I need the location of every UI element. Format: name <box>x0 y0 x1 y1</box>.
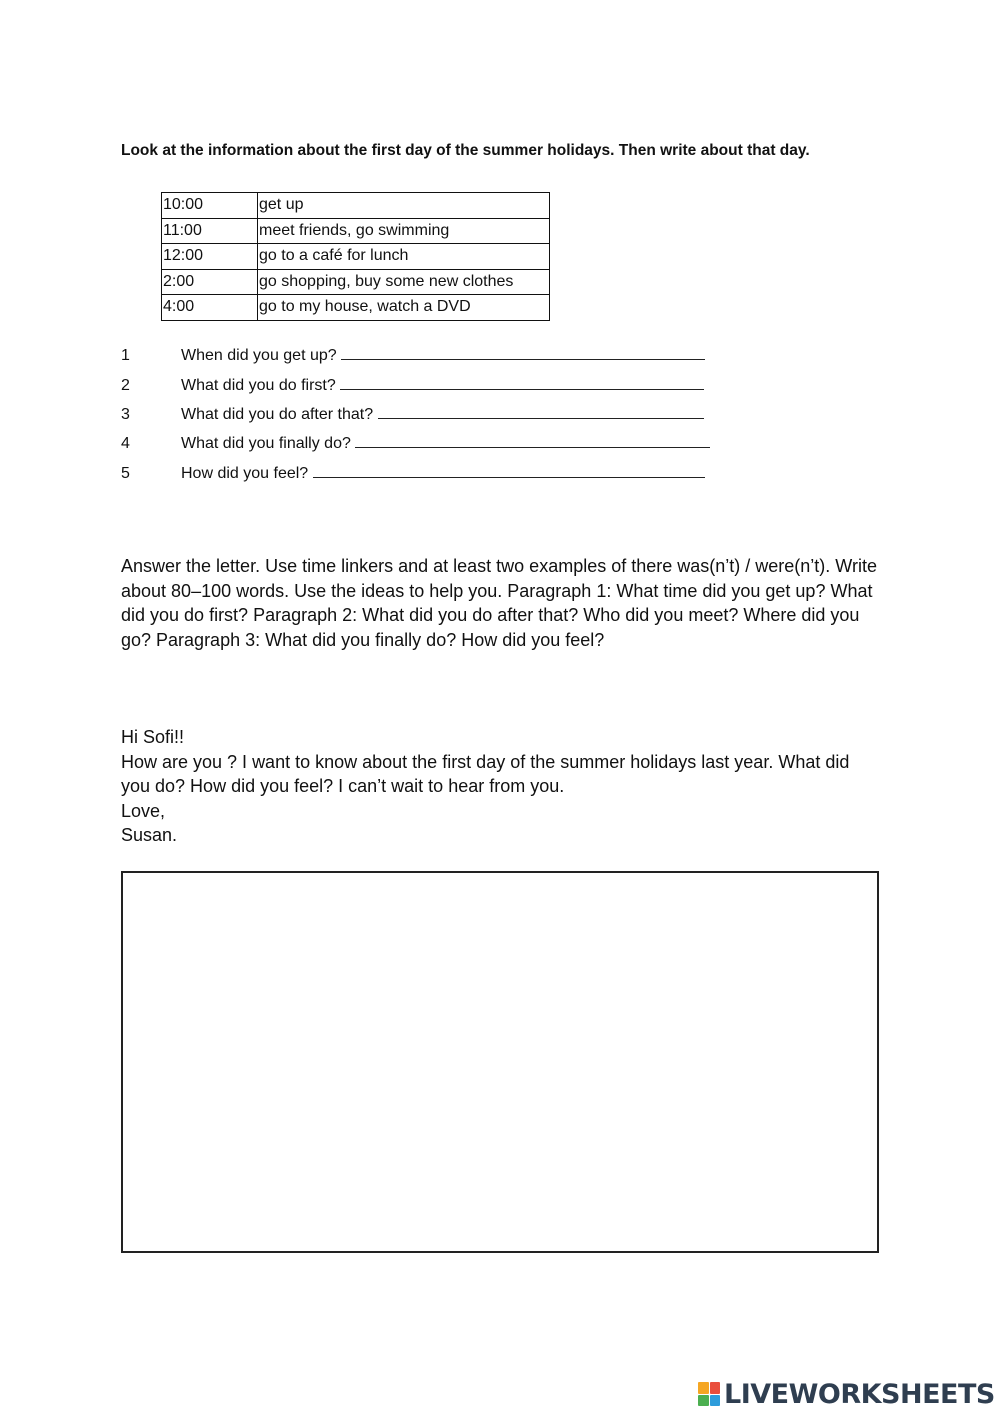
schedule-time: 11:00 <box>162 218 258 244</box>
letter-instructions: Answer the letter. Use time linkers and at least two examples of there was(n’t) / were(n’t). Write about 80–100 words. Use the ideas to help you. Paragraph 1: What time did you get up? What did you do first? Paragraph 2: What did you do after that? Who did you meet? Where did you go? Paragraph 3: What did you finally do? How did you feel? <box>121 556 877 650</box>
instruction-heading: Look at the information about the first day of the summer holidays. Then write about that day. <box>121 142 810 159</box>
schedule-activity: go to a café for lunch <box>258 244 550 270</box>
schedule-table <box>161 192 550 321</box>
schedule-activity: go shopping, buy some new clothes <box>258 269 550 295</box>
question-number: 4 <box>121 435 130 452</box>
question-text: What did you do first? <box>181 377 336 394</box>
letter-body: How are you ? I want to know about the first day of the summer holidays last year. What did you do? How did you feel? I can’t wait to hear from you. <box>121 751 850 796</box>
liveworksheets-logo <box>698 1378 995 1410</box>
question-number: 1 <box>121 347 130 364</box>
schedule-activity: go to my house, watch a DVD <box>258 295 550 321</box>
schedule-time: 10:00 <box>162 193 258 219</box>
question-2 <box>121 373 704 396</box>
table-row <box>162 218 550 244</box>
schedule-activity: meet friends, go swimming <box>258 218 550 244</box>
logo-icon <box>698 1382 720 1406</box>
letter-greeting: Hi Sofi!! <box>121 727 185 747</box>
answer-line-1[interactable] <box>341 343 705 360</box>
question-4 <box>121 431 710 454</box>
question-number: 5 <box>121 465 130 482</box>
question-3 <box>121 402 704 425</box>
question-number: 3 <box>121 406 130 423</box>
question-text: What did you finally do? <box>181 435 351 452</box>
table-row <box>162 193 550 219</box>
table-row <box>162 269 550 295</box>
question-text: How did you feel? <box>181 465 309 482</box>
schedule-activity: get up <box>258 193 550 219</box>
question-number: 2 <box>121 377 130 394</box>
schedule-time: 12:00 <box>162 244 258 270</box>
answer-line-3[interactable] <box>378 402 704 419</box>
table-row <box>162 295 550 321</box>
schedule-time: 4:00 <box>162 295 258 321</box>
schedule-time: 2:00 <box>162 269 258 295</box>
question-5 <box>121 461 705 484</box>
logo-text: LIVEWORKSHEETS <box>724 1378 995 1410</box>
question-text: What did you do after that? <box>181 406 374 423</box>
table-row <box>162 244 550 270</box>
answer-line-5[interactable] <box>313 461 705 478</box>
question-1 <box>121 343 705 366</box>
letter <box>121 725 881 848</box>
question-text: When did you get up? <box>181 347 337 364</box>
letter-signature: Susan. <box>121 825 178 845</box>
answer-line-2[interactable] <box>340 373 704 390</box>
answer-line-4[interactable] <box>355 431 710 448</box>
letter-closing: Love, <box>121 800 166 821</box>
answer-writing-box[interactable] <box>121 871 879 1253</box>
